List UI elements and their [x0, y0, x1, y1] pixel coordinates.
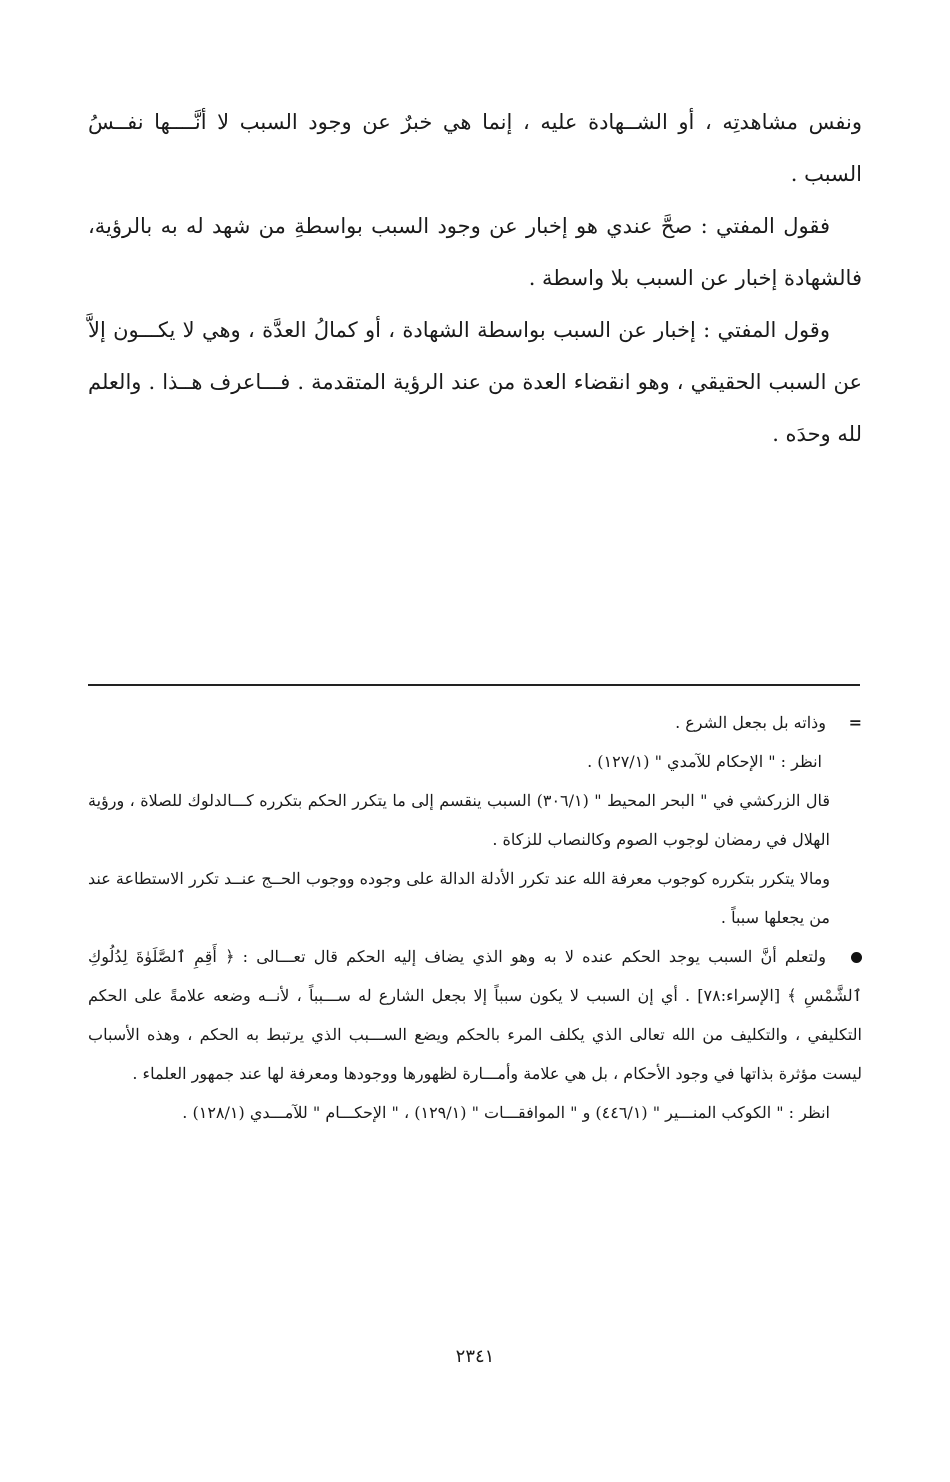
footnote-bullet-note	[88, 937, 862, 1093]
footnote-paragraph: ومالا يتكرر بتكرره كوجوب معرفة الله عند تكرر الأدلة الدالة على وجوده ووجوب الحــج عنــد تكرر الاستطاعة عند من يجعلها سبباً .	[88, 869, 831, 927]
footnote-paragraph: قال الزركشي في " البحر المحيط " (٣٠٦/١) السبب ينقسم إلى ما يتكرر الحكم بتكرره كـــالدلوك للصلاة ، ورؤية الهلال في رمضان لوجوب الصوم وكالنصاب للزكاة .	[88, 791, 831, 849]
main-text	[88, 96, 862, 460]
footnotes	[88, 703, 862, 1132]
continuation-marker: =	[848, 713, 862, 732]
footnote-reference: انظر : " الكوكب المنـــير " (٤٤٦/١) و " الموافقـــات " (١٢٩/١) ، " الإحكـــام " للآمـــدي (١٢٨/١) .	[182, 1103, 830, 1122]
main-paragraph: وقول المفتي : إخبار عن السبب بواسطة الشهادة ، أو كمالُ العدَّة ، وهي لا يكـــون إلاَّ عن السبب الحقيقي ، وهو انقضاء العدة من عند الرؤية المتقدمة . فـــاعرف هــذا . والعلم لله وحدَه .	[88, 318, 862, 446]
page-number: ٢٣٤١	[455, 1346, 495, 1367]
bullet-icon	[826, 937, 862, 976]
footnote-continuation-text: وذاته بل بجعل الشرع .	[675, 713, 826, 732]
main-paragraph: ونفس مشاهدتِه ، أو الشــهادة عليه ، إنما هي خبرٌ عن وجود السبب لا أنَّــــها نفــسُ السبب .	[88, 110, 862, 186]
footnote-continuation	[88, 703, 862, 742]
footnote-separator	[88, 684, 860, 686]
footnote-bullet-text: ولتعلم أنَّ السبب يوجد الحكم عنده لا به وهو الذي يضاف إليه الحكم قال تعـــالى : ﴿ أَقِمِ ٱلصَّلَوٰةَ لِدُلُوكِ ٱلشَّمْسِ ﴾ [الإسراء:٧٨] . أي إن السبب لا يكون سبباً إلا بجعل الشارع له ســـبباً ، لأنــه وضعه علامةً على الحكم التكليفي ، والتكليف من الله تعالى الذي يكلف المرء بالحكم ويضع الســـبب الذي يرتبط به الحكم ، وهذه الأسباب ليست مؤثرة بذاتها في وجود الأحكام ، بل هي علامة وأمـــارة لظهورها ووجودها ومعرفة لها عند جمهور العلماء .	[88, 947, 863, 1083]
main-paragraph: فقول المفتي : صحَّ عندي هو إخبار عن وجود السبب بواسطةِ من شهد له به بالرؤية، فالشهادة إخبار عن السبب بلا واسطة .	[88, 214, 862, 290]
footnote-reference: انظر : " الإحكام للآمدي " (١٢٧/١) .	[587, 752, 822, 771]
